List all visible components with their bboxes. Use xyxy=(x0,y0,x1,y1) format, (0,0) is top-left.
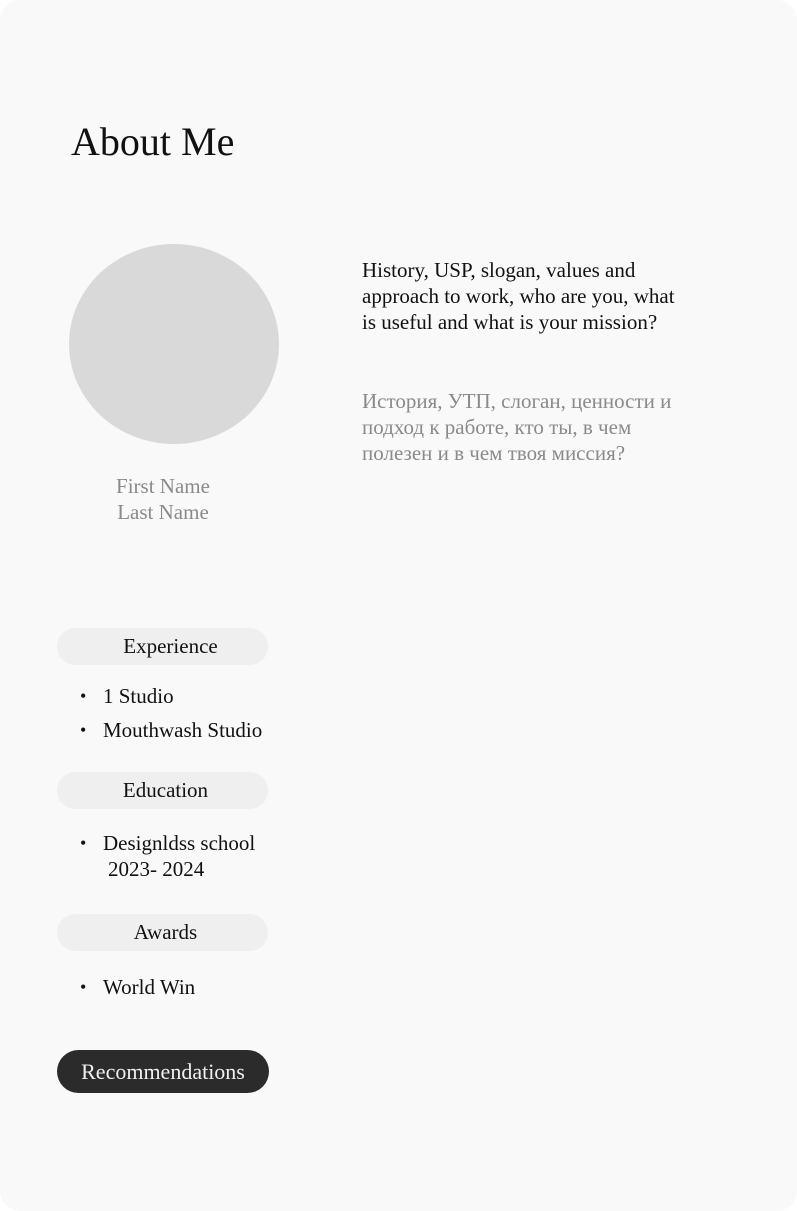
about-description-ru: История, УТП, слоган, ценности и подход к работе, кто ты, в чем полезен и в чем твоя миссия? xyxy=(362,389,672,465)
awards-list xyxy=(80,974,195,1000)
awards-section-label: Awards xyxy=(57,914,268,951)
list-item xyxy=(80,717,262,743)
experience-section-label: Experience xyxy=(57,628,268,665)
bullet-icon: • xyxy=(80,720,87,740)
avatar xyxy=(69,244,279,444)
about-description-en: History, USP, slogan, values and approach to work, who are you, what is useful and what is your mission? xyxy=(362,258,675,334)
experience-item-label: Mouthwash Studio xyxy=(103,718,263,742)
bullet-icon: • xyxy=(80,686,87,706)
page-title: About Me xyxy=(71,119,235,164)
bullet-icon: • xyxy=(80,977,87,997)
list-item xyxy=(80,683,262,709)
bullet-icon: • xyxy=(80,833,87,853)
experience-item-label: 1 Studio xyxy=(103,684,174,708)
education-list xyxy=(80,830,255,882)
education-section-label: Education xyxy=(57,772,268,809)
profile-name xyxy=(63,473,263,525)
education-item-label: Designldss school xyxy=(103,831,256,855)
award-item-label: World Win xyxy=(103,975,196,999)
list-item xyxy=(80,974,195,1000)
list-item xyxy=(80,830,255,882)
experience-list xyxy=(80,683,262,751)
recommendations-button[interactable]: Recommendations xyxy=(57,1050,269,1093)
education-item-years: 2023- 2024 xyxy=(108,857,205,881)
last-name: Last Name xyxy=(117,500,209,524)
first-name: First Name xyxy=(116,474,210,498)
